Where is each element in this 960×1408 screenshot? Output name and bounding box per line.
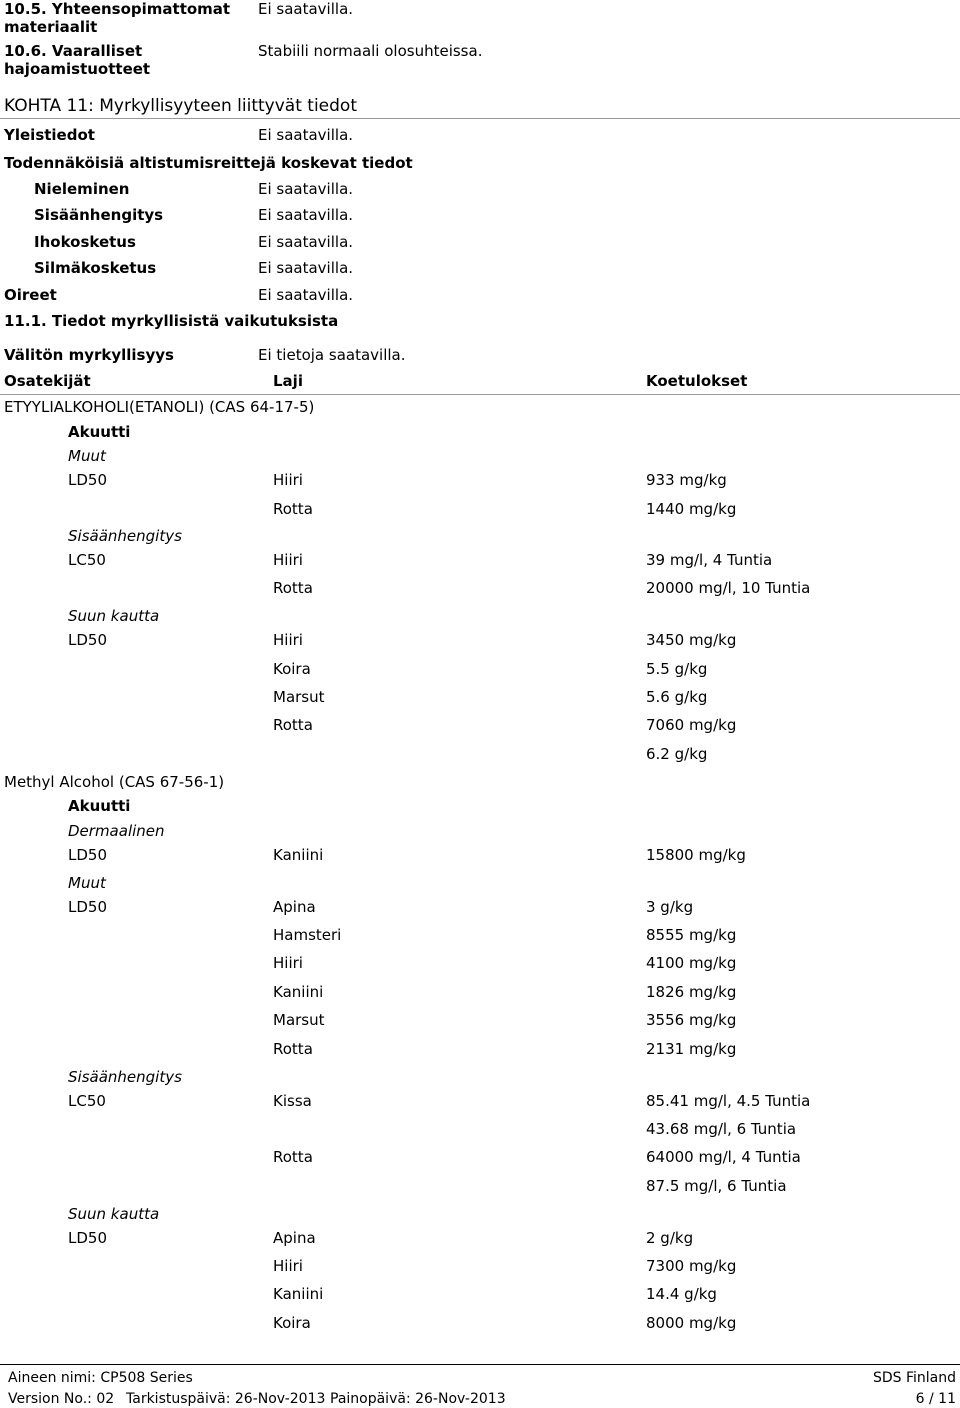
exposure-routes-heading: Todennäköisiä altistumisreittejä koskevat tiedot	[4, 154, 413, 172]
test-result: 87.5 mg/l, 6 Tuntia	[646, 1177, 787, 1195]
section-10-6-value: Stabiili normaali olosuhteissa.	[258, 42, 483, 60]
route-inhalation: Sisäänhengitys	[68, 1068, 182, 1086]
test-result: 8000 mg/kg	[646, 1314, 737, 1332]
section-divider	[0, 118, 960, 119]
species: Kaniini	[273, 1285, 324, 1303]
general-info-label: Yleistiedot	[4, 126, 95, 144]
section-10-6-label-line1: 10.6. Vaaralliset	[4, 42, 143, 60]
footer-brand: SDS Finland	[872, 1370, 956, 1386]
general-info-value: Ei saatavilla.	[258, 126, 354, 144]
test-result: 3 g/kg	[646, 898, 694, 916]
test-result: 5.5 g/kg	[646, 660, 708, 678]
symptoms-value: Ei saatavilla.	[258, 286, 354, 304]
test-result: 8555 mg/kg	[646, 926, 737, 944]
route-oral: Suun kautta	[68, 1205, 160, 1223]
eye-contact-label: Silmäkosketus	[34, 259, 157, 277]
test-result: 14.4 g/kg	[646, 1285, 717, 1303]
test-result: 5.6 g/kg	[646, 688, 708, 706]
footer-revision-date: Tarkistuspäivä: 26-Nov-2013	[126, 1391, 326, 1407]
skin-contact-label: Ihokosketus	[34, 233, 136, 251]
test-type: LC50	[68, 1092, 106, 1110]
species: Hiiri	[273, 551, 303, 569]
test-type: LD50	[68, 898, 107, 916]
footer-product-name: Aineen nimi: CP508 Series	[8, 1370, 193, 1386]
species: Kaniini	[273, 846, 324, 864]
species: Rotta	[273, 579, 313, 597]
test-result: 3556 mg/kg	[646, 1011, 737, 1029]
inhalation-label: Sisäänhengitys	[34, 206, 164, 224]
test-result: 933 mg/kg	[646, 471, 727, 489]
section-11-title: KOHTA 11: Myrkyllisyyteen liittyvät tiedot	[4, 96, 357, 116]
ingestion-label: Nieleminen	[34, 180, 130, 198]
route-dermal: Dermaalinen	[68, 822, 165, 840]
species: Hamsteri	[273, 926, 342, 944]
test-type: LD50	[68, 471, 107, 489]
component-name-ethanol: ETYYLIALKOHOLI(ETANOLI) (CAS 64-17-5)	[4, 398, 315, 416]
acute-heading: Akuutti	[68, 797, 131, 815]
inhalation-value: Ei saatavilla.	[258, 206, 354, 224]
species: Koira	[273, 1314, 311, 1332]
acute-toxicity-value: Ei tietoja saatavilla.	[258, 346, 406, 364]
species: Rotta	[273, 1040, 313, 1058]
species: Rotta	[273, 500, 313, 518]
footer-page-number: 6 / 11	[915, 1391, 956, 1407]
footer-version: Version No.: 02	[8, 1391, 115, 1407]
eye-contact-value: Ei saatavilla.	[258, 259, 354, 277]
species: Marsut	[273, 688, 325, 706]
test-type: LD50	[68, 846, 107, 864]
species: Hiiri	[273, 631, 303, 649]
test-result: 39 mg/l, 4 Tuntia	[646, 551, 773, 569]
species: Koira	[273, 660, 311, 678]
species: Apina	[273, 898, 316, 916]
section-10-6-label-line2: hajoamistuotteet	[4, 60, 151, 78]
species: Hiiri	[273, 1257, 303, 1275]
table-header-divider	[0, 394, 960, 395]
ingestion-value: Ei saatavilla.	[258, 180, 354, 198]
footer-print-date: Painopäivä: 26-Nov-2013	[330, 1391, 506, 1407]
test-result: 1826 mg/kg	[646, 983, 737, 1001]
species: Hiiri	[273, 954, 303, 972]
route-other: Muut	[68, 447, 106, 465]
test-result: 15800 mg/kg	[646, 846, 746, 864]
test-result: 64000 mg/l, 4 Tuntia	[646, 1148, 801, 1166]
table-header-species: Laji	[273, 372, 303, 390]
toxic-effects-heading: 11.1. Tiedot myrkyllisistä vaikutuksista	[4, 312, 339, 330]
table-header-components: Osatekijät	[4, 372, 91, 390]
species: Kaniini	[273, 983, 324, 1001]
test-result: 4100 mg/kg	[646, 954, 737, 972]
test-type: LD50	[68, 631, 107, 649]
species: Kissa	[273, 1092, 312, 1110]
test-result: 6.2 g/kg	[646, 745, 708, 763]
table-header-results: Koetulokset	[646, 372, 748, 390]
species: Apina	[273, 1229, 316, 1247]
acute-heading: Akuutti	[68, 423, 131, 441]
species: Marsut	[273, 1011, 325, 1029]
test-result: 7060 mg/kg	[646, 716, 737, 734]
route-inhalation: Sisäänhengitys	[68, 527, 182, 545]
section-10-5-label-line2: materiaalit	[4, 18, 98, 36]
test-type: LC50	[68, 551, 106, 569]
route-oral: Suun kautta	[68, 607, 160, 625]
test-result: 7300 mg/kg	[646, 1257, 737, 1275]
test-result: 2 g/kg	[646, 1229, 694, 1247]
test-result: 43.68 mg/l, 6 Tuntia	[646, 1120, 797, 1138]
species: Hiiri	[273, 471, 303, 489]
test-type: LD50	[68, 1229, 107, 1247]
acute-toxicity-label: Välitön myrkyllisyys	[4, 346, 174, 364]
section-10-5-label-line1: 10.5. Yhteensopimattomat	[4, 0, 231, 18]
test-result: 85.41 mg/l, 4.5 Tuntia	[646, 1092, 811, 1110]
footer-divider	[0, 1364, 960, 1365]
test-result: 1440 mg/kg	[646, 500, 737, 518]
test-result: 20000 mg/l, 10 Tuntia	[646, 579, 811, 597]
species: Rotta	[273, 716, 313, 734]
component-name-methanol: Methyl Alcohol (CAS 67-56-1)	[4, 773, 225, 791]
symptoms-label: Oireet	[4, 286, 57, 304]
route-other: Muut	[68, 874, 106, 892]
test-result: 2131 mg/kg	[646, 1040, 737, 1058]
skin-contact-value: Ei saatavilla.	[258, 233, 354, 251]
species: Rotta	[273, 1148, 313, 1166]
test-result: 3450 mg/kg	[646, 631, 737, 649]
section-10-5-value: Ei saatavilla.	[258, 0, 354, 18]
